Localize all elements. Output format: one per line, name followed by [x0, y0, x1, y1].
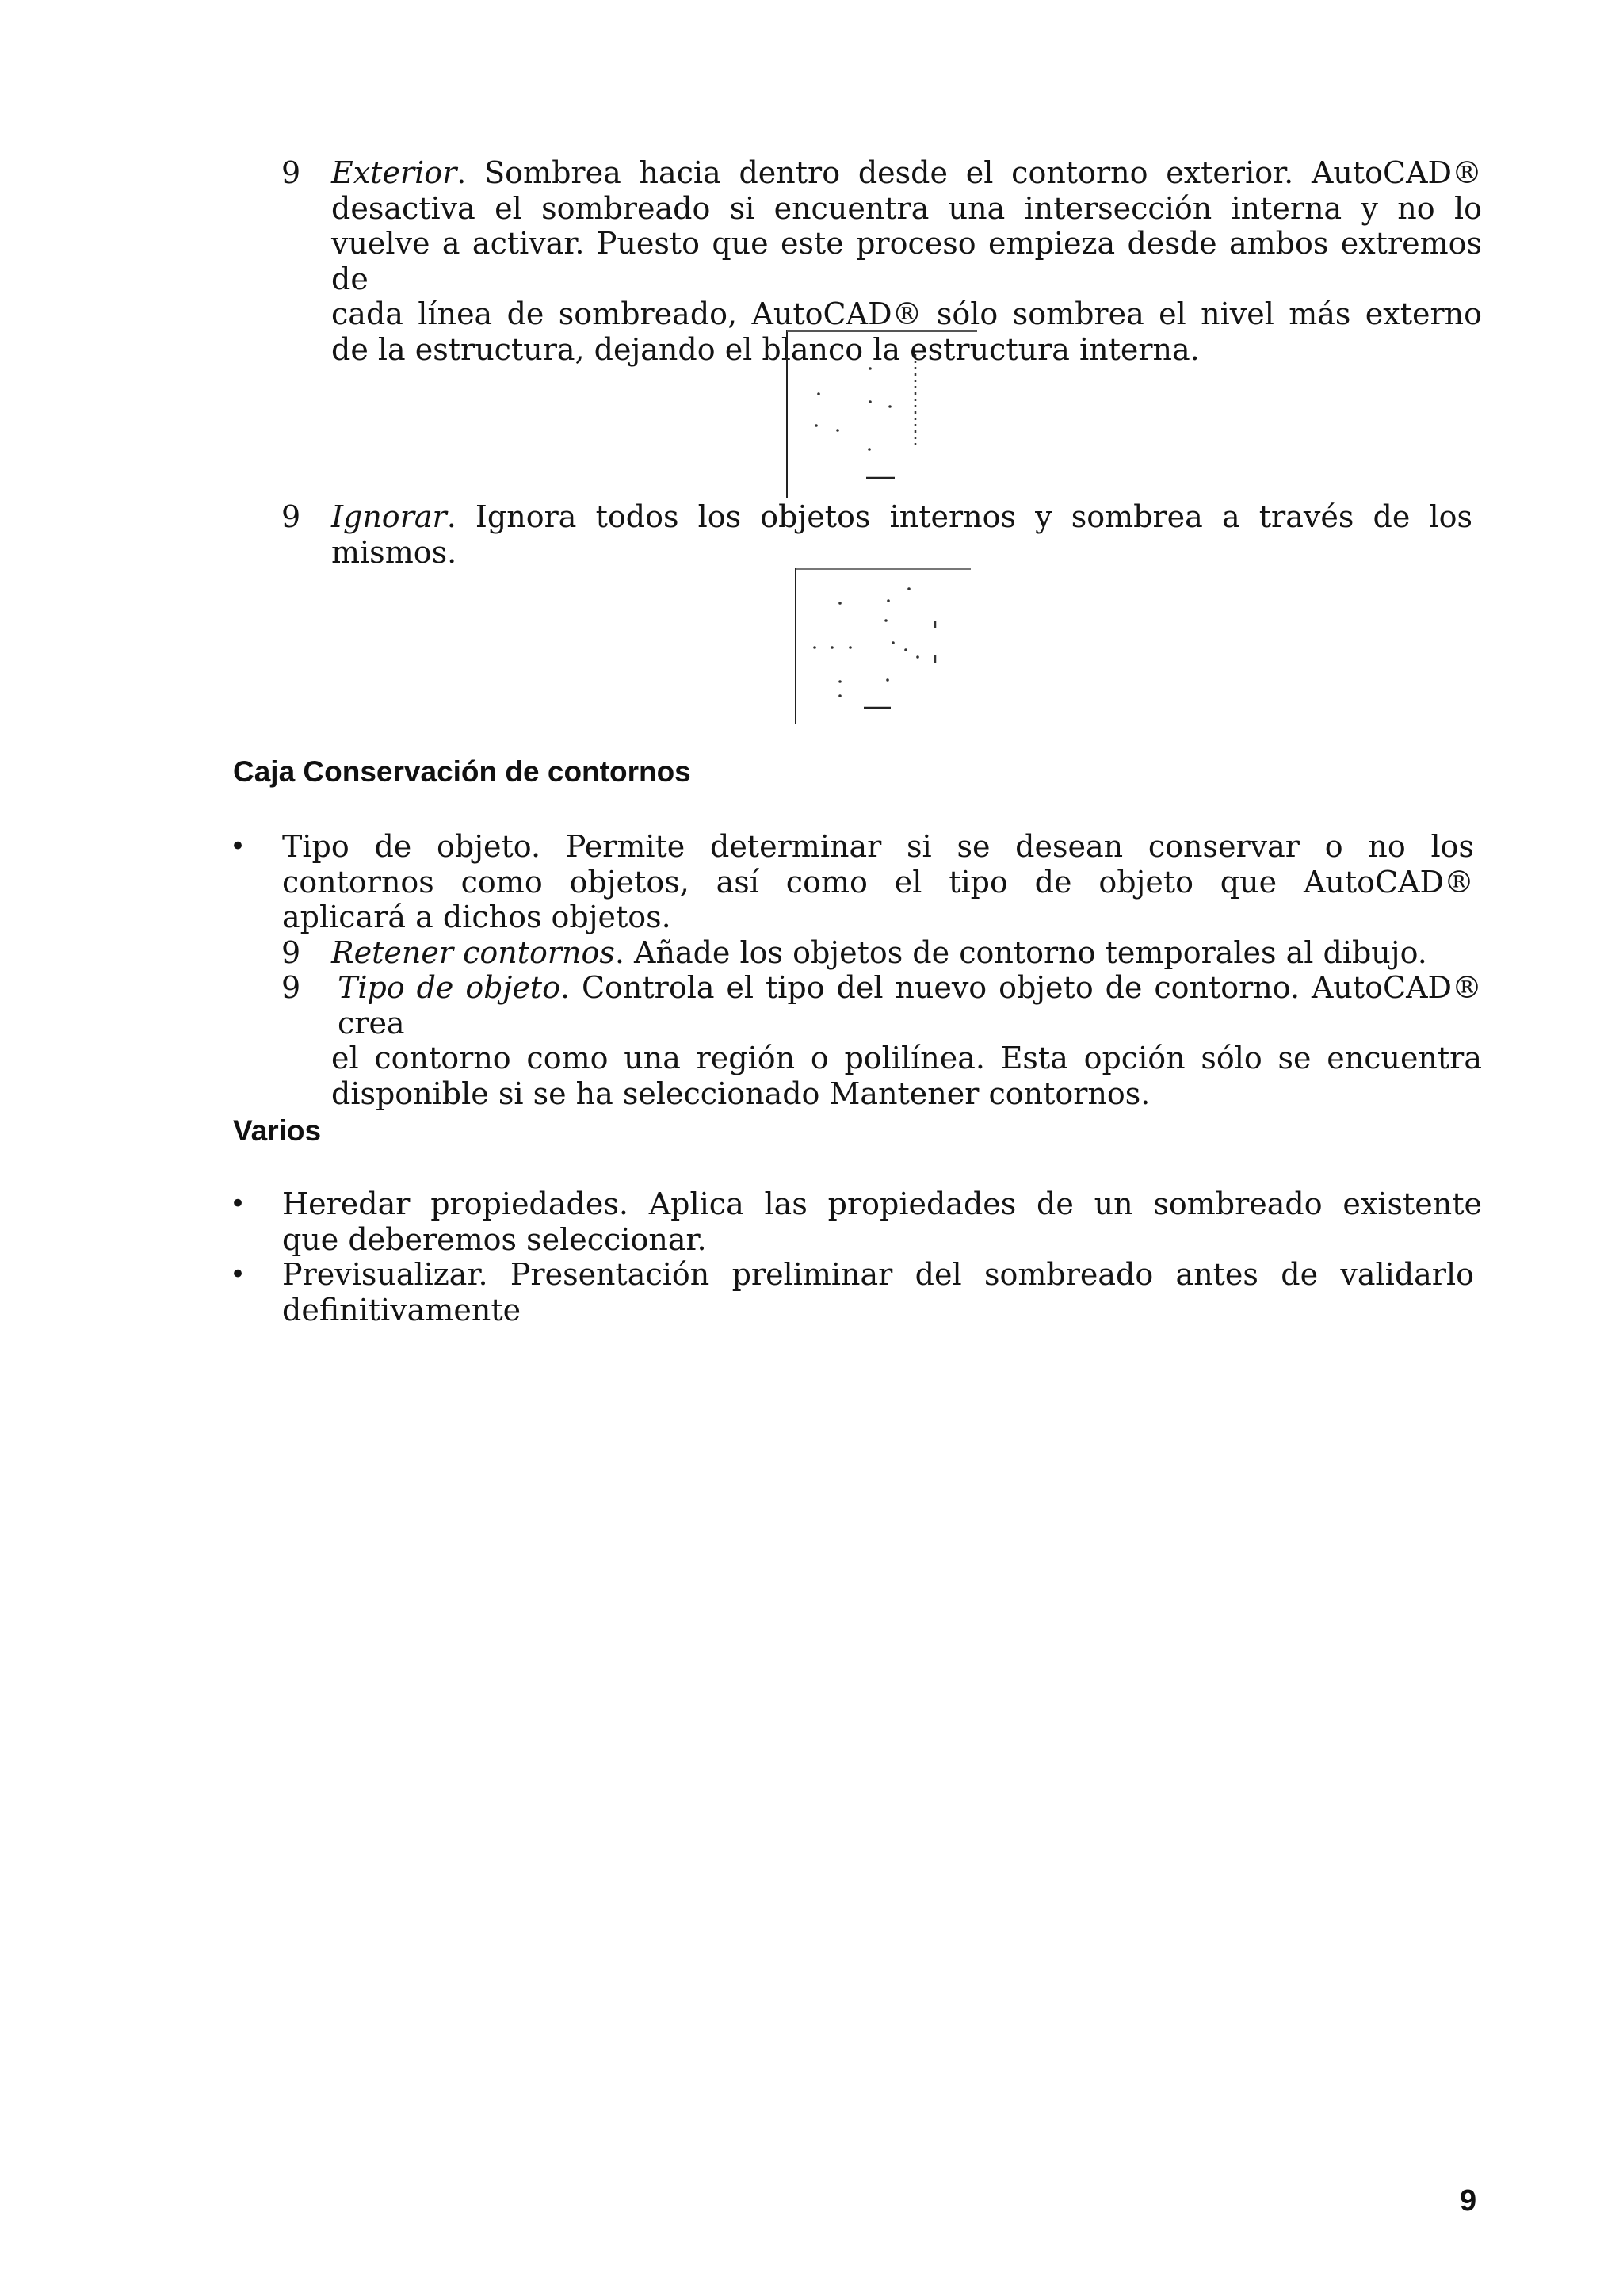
tipo-objeto-line: Tipo de objeto. Permite determinar si se desean conservar o no los	[282, 829, 1474, 864]
sub-item-marker: 9	[281, 155, 301, 190]
previsualizar-line: Previsualizar. Presentación preliminar del sombreado antes de validarlo	[282, 1257, 1474, 1292]
tipo-sub-line: Tipo de objeto. Controla el tipo del nuevo objeto de contorno. AutoCAD® crea	[338, 970, 1482, 1041]
exterior-line: desactiva el sombreado si encuentra una intersección interna y no lo	[331, 190, 1482, 226]
ignorar-term: Ignorar	[331, 499, 447, 534]
exterior-line: vuelve a activar. Puesto que este proceso empieza desde ambos extremos de	[331, 226, 1482, 296]
bullet-marker: •	[230, 831, 246, 862]
bullet-marker: •	[230, 1259, 246, 1290]
tipo-objeto-line: aplicará a dichos objetos.	[282, 900, 671, 934]
heredar-line: Heredar propiedades. Aplica las propiedades de un sombreado existente	[282, 1186, 1482, 1221]
tipo-sub-line: el contorno como una región o polilínea. Esta opción sólo se encuentra	[331, 1041, 1482, 1075]
tipo-sub-term: Tipo de objeto	[338, 970, 560, 1005]
exterior-hatch-figure	[781, 329, 979, 499]
ignorar-paragraph	[331, 499, 1472, 570]
exterior-line: Exterior. Sombrea hacia dentro desde el contorno exterior. AutoCAD®	[331, 155, 1482, 190]
page-number: 9	[1460, 2184, 1477, 2218]
tipo-sub-paragraph	[331, 970, 1482, 1111]
tipo-objeto-line: contornos como objetos, así como el tipo de objeto que AutoCAD®	[282, 864, 1474, 900]
ignorar-line: Ignorar. Ignora todos los objetos internos y sombrea a través de los	[331, 499, 1472, 534]
ignorar-hatch-figure	[792, 567, 975, 725]
previsualizar-line: definitivamente	[282, 1292, 521, 1328]
ignorar-line: mismos.	[331, 534, 457, 570]
retener-paragraph	[331, 935, 1488, 971]
previsualizar-bullet	[282, 1257, 1474, 1328]
retener-line: Retener contornos. Añade los objetos de contorno temporales al dibujo.	[331, 935, 1427, 970]
exterior-line: de la estructura, dejando el blanco la estructura interna.	[331, 331, 1200, 367]
exterior-line: cada línea de sombreado, AutoCAD® sólo sombrea el nivel más externo	[331, 296, 1482, 331]
heredar-bullet	[282, 1186, 1482, 1257]
section-heading-conservacion: Caja Conservación de contornos	[233, 755, 691, 788]
bullet-marker: •	[230, 1188, 246, 1220]
exterior-term: Exterior	[331, 155, 457, 190]
tipo-objeto-bullet	[282, 829, 1474, 935]
retener-term: Retener contornos	[331, 935, 615, 970]
heredar-line: que deberemos seleccionar.	[282, 1221, 707, 1257]
sub-item-marker: 9	[281, 970, 301, 1005]
tipo-sub-line: disponible si se ha seleccionado Mantener contornos.	[331, 1075, 1151, 1111]
section-heading-varios: Varios	[233, 1114, 322, 1147]
sub-item-marker: 9	[281, 935, 301, 970]
sub-item-marker: 9	[281, 499, 301, 534]
